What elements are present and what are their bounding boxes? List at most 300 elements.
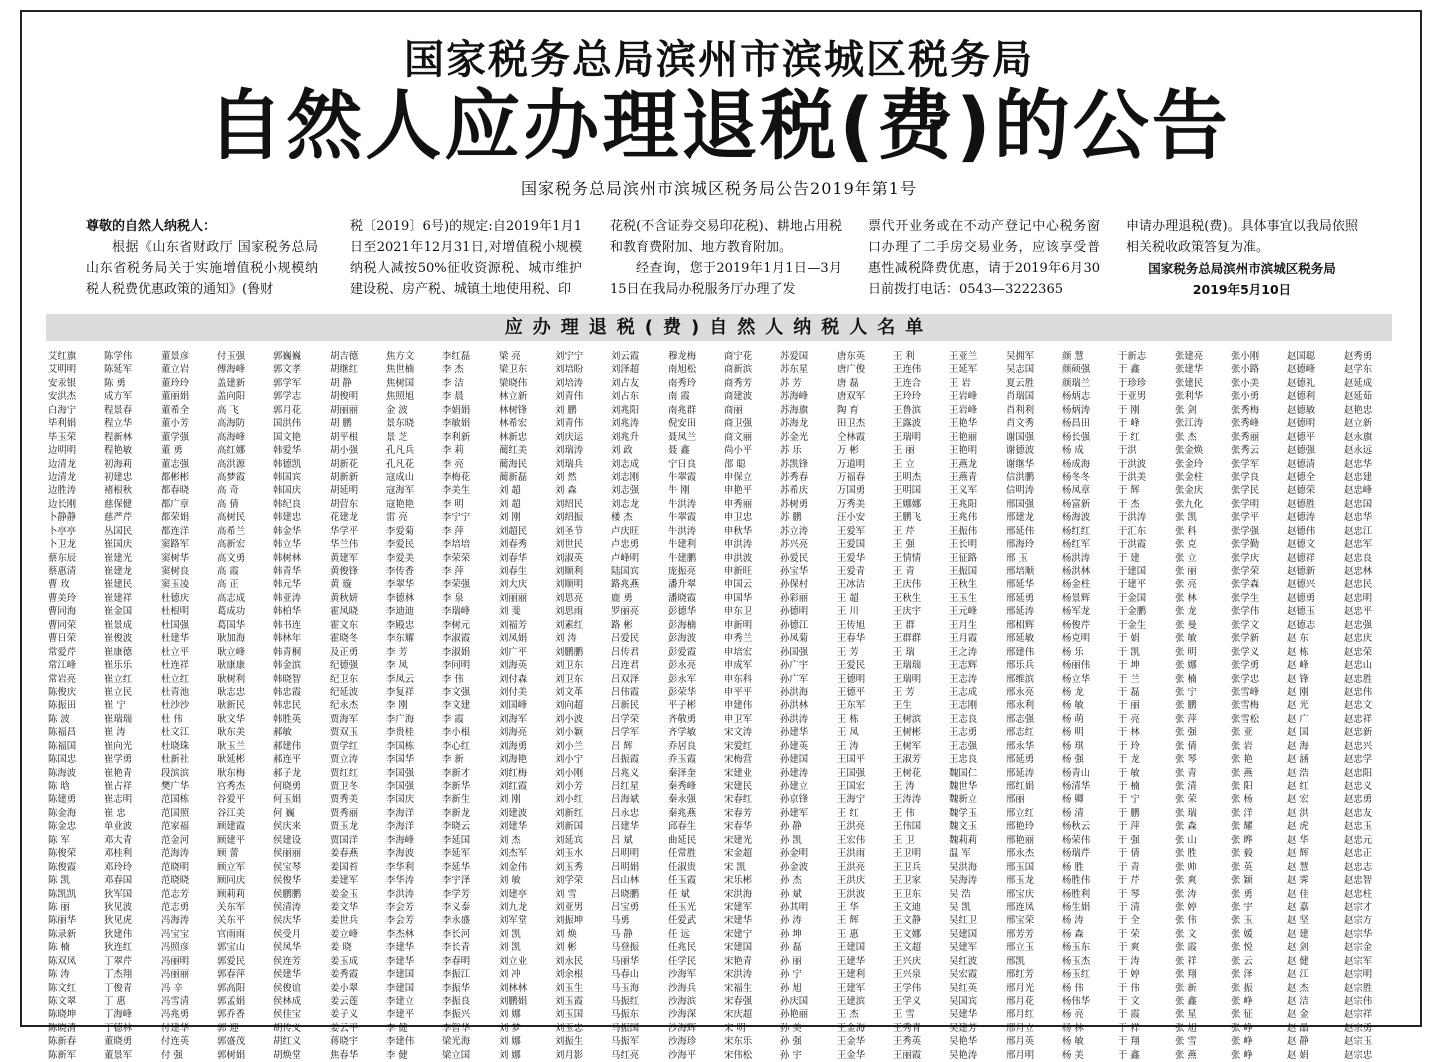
taxpayer-name: 秦秀峰	[668, 781, 697, 792]
taxpayer-name: 侯丽丽	[273, 848, 302, 860]
taxpayer-name: 王树花	[893, 767, 922, 779]
taxpayer-name: 陈凯凯	[48, 888, 77, 900]
taxpayer-name: 申洪涛	[724, 539, 753, 551]
name-column	[668, 350, 720, 1062]
taxpayer-name: 王 群	[893, 619, 915, 631]
taxpayer-name: 苏 乐	[780, 445, 802, 457]
taxpayer-name: 杜根明	[161, 606, 190, 618]
taxpayer-name: 张 婷	[1175, 901, 1197, 913]
taxpayer-name: 刘绍振	[555, 512, 584, 524]
taxpayer-name: 李 莉	[442, 445, 464, 457]
taxpayer-name: 王志涛	[949, 673, 978, 685]
taxpayer-name: 吴建华	[949, 1009, 978, 1021]
taxpayer-name: 赵忠建	[1344, 471, 1373, 483]
taxpayer-name: 张 宇	[1231, 901, 1253, 913]
taxpayer-name: 马春山	[611, 969, 640, 981]
taxpayer-name: 韩金滨	[273, 660, 302, 672]
taxpayer-name: 邢延勇	[1006, 592, 1035, 604]
taxpayer-name: 杨清华	[1062, 781, 1091, 792]
taxpayer-name: 杨俊芹	[1062, 619, 1091, 631]
taxpayer-name: 刘 娜	[499, 1009, 521, 1021]
taxpayer-name: 秦泽奎	[668, 767, 697, 779]
taxpayer-name: 李宁宁	[442, 512, 471, 524]
taxpayer-name: 沙海珍	[668, 1036, 697, 1048]
taxpayer-name: 任兆民	[668, 942, 697, 954]
intro-column-4	[868, 216, 1100, 300]
taxpayer-name: 王卫东	[893, 888, 922, 900]
taxpayer-name: 刘玉霞	[555, 996, 584, 1007]
taxpayer-name: 李国强	[386, 767, 415, 779]
taxpayer-name: 姜玉成	[330, 955, 359, 967]
taxpayer-name: 纪德强	[330, 660, 359, 672]
taxpayer-name: 王艳华	[949, 418, 978, 430]
taxpayer-name: 刘新红	[555, 807, 584, 819]
taxpayer-name: 李永盛	[442, 915, 471, 927]
taxpayer-name: 韩晓智	[273, 673, 302, 685]
taxpayer-name: 王文娜	[893, 928, 922, 940]
taxpayer-name: 赵 江	[1287, 969, 1309, 981]
taxpayer-name: 邢连凤	[1006, 901, 1035, 913]
taxpayer-name: 赵忠平	[1344, 606, 1373, 618]
taxpayer-name: 赵 浩	[1287, 767, 1309, 779]
taxpayer-name: 申秋华	[724, 525, 753, 537]
taxpayer-name: 王长明	[949, 539, 978, 551]
taxpayer-name: 张 鹏	[1175, 700, 1197, 712]
taxpayer-name: 刘 娜	[499, 1036, 521, 1048]
taxpayer-name: 万 彬	[837, 445, 859, 457]
taxpayer-name: 王丽霞	[893, 1049, 922, 1061]
taxpayer-name: 赵忠祥	[1344, 713, 1373, 725]
taxpayer-name: 孔凡花	[386, 458, 415, 470]
taxpayer-name: 高 倩	[217, 498, 239, 510]
taxpayer-name: 李 晨	[442, 391, 464, 403]
taxpayer-name: 李荣荣	[442, 552, 471, 564]
taxpayer-name: 张 毅	[1231, 848, 1253, 860]
taxpayer-name: 任爱武	[668, 915, 697, 927]
taxpayer-name: 张 岩	[1231, 740, 1253, 752]
taxpayer-name: 王伟国	[893, 821, 922, 833]
taxpayer-name: 赵 建	[1287, 928, 1309, 940]
taxpayer-name: 王群群	[893, 633, 922, 645]
taxpayer-name: 纪永杰	[330, 700, 359, 712]
taxpayer-name: 杜国强	[161, 619, 190, 631]
taxpayer-name: 刘小宁	[555, 754, 584, 766]
taxpayer-name: 申平平	[724, 686, 753, 698]
intro-column-3	[610, 216, 842, 300]
taxpayer-name: 于 祥	[1118, 1022, 1140, 1034]
taxpayer-name: 刘 雪	[555, 888, 577, 900]
taxpayer-name: 刘建亭	[499, 888, 528, 900]
taxpayer-name: 杨凤章	[1062, 485, 1091, 497]
taxpayer-name: 吴红英	[949, 982, 978, 994]
taxpayer-name: 于 兰	[1118, 673, 1140, 685]
taxpayer-name: 张秀峰	[1231, 418, 1260, 430]
taxpayer-name: 田卫杰	[837, 418, 866, 430]
taxpayer-name: 刘宁宁	[555, 351, 584, 362]
taxpayer-name: 王卫兵	[893, 861, 922, 873]
taxpayer-name: 李美生	[442, 485, 471, 497]
list-title-bar: 应办理退税(费)自然人纳税人名单	[46, 314, 1392, 341]
taxpayer-name: 韩胜英	[273, 713, 302, 725]
taxpayer-name: 李长河	[442, 928, 471, 940]
taxpayer-name: 姜春燕	[330, 848, 359, 860]
taxpayer-name: 孙庆国	[780, 996, 809, 1007]
taxpayer-name: 陈 军	[48, 834, 70, 846]
taxpayer-name: 李建立	[386, 996, 415, 1007]
taxpayer-name: 张 帅	[1175, 861, 1197, 873]
taxpayer-name: 韩纪良	[273, 498, 302, 510]
taxpayer-name: 刘 政	[611, 445, 633, 457]
taxpayer-name: 刘金伟	[499, 861, 528, 873]
taxpayer-name: 于 伟	[1118, 982, 1140, 994]
taxpayer-name: 赵宗勇	[1344, 1022, 1373, 1034]
taxpayer-name: 于 青	[1118, 861, 1140, 873]
taxpayer-name: 董晓勇	[104, 1036, 133, 1048]
name-column	[1006, 350, 1058, 1062]
taxpayer-name: 杨金柱	[1062, 579, 1091, 591]
taxpayer-name: 梁光海	[442, 1036, 471, 1048]
taxpayer-name: 马红亮	[611, 1049, 640, 1061]
taxpayer-name: 王连合	[893, 377, 922, 389]
taxpayer-name: 侯俊华	[273, 875, 302, 887]
taxpayer-name: 陈俊庆	[48, 686, 77, 698]
taxpayer-name: 于 芹	[1118, 875, 1140, 887]
taxpayer-name: 陈福国	[48, 740, 77, 752]
taxpayer-name: 刘占东	[611, 391, 640, 403]
taxpayer-name: 陈建勇	[48, 794, 77, 806]
taxpayer-name: 胡 静	[330, 377, 352, 389]
taxpayer-name: 焦树国	[386, 377, 415, 389]
taxpayer-name: 韩建忠	[273, 512, 302, 524]
taxpayer-name: 张雪松	[1231, 713, 1260, 725]
taxpayer-name: 于建国	[1118, 566, 1147, 577]
taxpayer-name: 邢艳丽	[1006, 834, 1035, 846]
taxpayer-name: 刘国峰	[499, 700, 528, 712]
taxpayer-name: 于 鑫	[1118, 1049, 1140, 1061]
taxpayer-name: 张 阳	[1231, 781, 1253, 792]
intro-column-5	[1126, 216, 1358, 300]
taxpayer-name: 关东平	[217, 915, 246, 927]
taxpayer-name: 赵 海	[1287, 740, 1309, 752]
taxpayer-name: 董玲玲	[161, 377, 190, 389]
taxpayer-name: 吕宝勇	[611, 901, 640, 913]
taxpayer-name: 刘小刚	[555, 767, 584, 779]
taxpayer-name: 马振军	[611, 1036, 640, 1048]
taxpayer-name: 雷 亮	[386, 512, 408, 524]
taxpayer-name: 刘玉生	[555, 982, 584, 994]
taxpayer-name: 何 巍	[273, 807, 295, 819]
taxpayer-name: 刘海勇	[499, 740, 528, 752]
taxpayer-name: 李国强	[386, 781, 415, 792]
taxpayer-name: 李洪涛	[386, 888, 415, 900]
taxpayer-name: 张 涛	[1175, 888, 1197, 900]
taxpayer-name: 于 琴	[1118, 888, 1140, 900]
taxpayer-name: 彭海波	[668, 633, 697, 645]
taxpayer-name: 刘建华	[499, 821, 528, 833]
taxpayer-name: 侯受月	[273, 928, 302, 940]
taxpayer-name: 苏 芳	[780, 377, 802, 389]
taxpayer-name: 崔立红	[104, 673, 133, 685]
taxpayer-name: 唐广俊	[837, 364, 866, 376]
taxpayer-name: 王卫明	[893, 848, 922, 860]
taxpayer-name: 张雪峰	[1231, 686, 1260, 698]
taxpayer-name: 于 萍	[1118, 821, 1140, 833]
taxpayer-name: 黄建军	[330, 552, 359, 564]
taxpayer-name: 崔国庆	[104, 539, 133, 551]
taxpayer-name: 申秀丽	[724, 498, 753, 510]
taxpayer-name: 宋建军	[724, 901, 753, 913]
taxpayer-name: 于 玲	[1118, 740, 1140, 752]
taxpayer-name: 高新宏	[217, 539, 246, 551]
taxpayer-name: 张小勇	[1231, 391, 1260, 403]
taxpayer-name: 张金庆	[1175, 485, 1204, 497]
taxpayer-name: 寇海军	[386, 485, 415, 497]
taxpayer-name: 赵忠兴	[1344, 740, 1373, 752]
taxpayer-name: 刘 刚	[499, 794, 521, 806]
taxpayer-name: 王文超	[893, 942, 922, 954]
taxpayer-name: 于洪	[1118, 445, 1137, 457]
taxpayer-name: 吴洪海	[949, 861, 978, 873]
taxpayer-name: 赵德清	[1287, 458, 1316, 470]
taxpayer-name: 杨 森	[1062, 928, 1084, 940]
taxpayer-name: 李智华	[442, 1022, 471, 1034]
taxpayer-name: 胡平根	[330, 431, 359, 443]
taxpayer-name: 鹿 勇	[611, 592, 633, 604]
taxpayer-name: 赵忠志	[1344, 861, 1373, 873]
taxpayer-name: 刘 彬	[555, 942, 577, 954]
taxpayer-name: 贾学红	[330, 740, 359, 752]
taxpayer-name: 赵 洁	[1287, 996, 1309, 1007]
taxpayer-name: 李娟娟	[442, 404, 471, 416]
taxpayer-name: 高 霞	[217, 566, 239, 577]
taxpayer-name: 赵 辉	[1287, 848, 1309, 860]
taxpayer-name: 卢峰明	[611, 552, 640, 564]
taxpayer-name: 侯庆华	[273, 915, 302, 927]
taxpayer-name: 刘海军	[499, 713, 528, 725]
taxpayer-name: 张金玲	[1175, 458, 1204, 470]
taxpayer-name: 刘 焕	[555, 928, 577, 940]
taxpayer-name: 吕伟霞	[611, 686, 640, 698]
taxpayer-name: 王 芹	[893, 525, 915, 537]
taxpayer-name: 王露波	[893, 418, 922, 430]
taxpayer-name: 宋建民	[724, 781, 753, 792]
taxpayer-name: 邱春生	[668, 821, 697, 833]
taxpayer-name: 刘卫东	[555, 660, 584, 672]
taxpayer-name: 张 宁	[1175, 686, 1197, 698]
intro-column-2	[350, 216, 582, 300]
taxpayer-name: 吕振霞	[611, 754, 640, 766]
taxpayer-name: 孙建国	[780, 754, 809, 766]
taxpayer-name: 高志成	[217, 592, 246, 604]
taxpayer-name: 路兆燕	[611, 579, 640, 591]
taxpayer-name: 孙爱民	[780, 552, 809, 564]
taxpayer-name: 于 亮	[1118, 713, 1140, 725]
taxpayer-name: 卢庆旺	[611, 525, 640, 537]
taxpayer-name: 李文建	[442, 700, 471, 712]
taxpayer-name: 张 翔	[1175, 969, 1197, 981]
taxpayer-name: 夏云胜	[1006, 377, 1035, 389]
taxpayer-name: 申卫军	[724, 713, 753, 725]
taxpayer-name: 刘瑞兵	[555, 458, 584, 470]
taxpayer-name: 邢月光	[1006, 982, 1035, 994]
taxpayer-name: 李建平	[386, 1009, 415, 1021]
taxpayer-name: 赵延成	[1344, 377, 1373, 389]
taxpayer-name: 杨胜伟	[1062, 875, 1091, 887]
taxpayer-name: 宋梅营	[724, 754, 753, 766]
taxpayer-name: 邢月立	[1006, 1022, 1035, 1034]
taxpayer-name: 邢月花	[1006, 996, 1035, 1007]
taxpayer-name: 耿延彬	[217, 754, 246, 766]
taxpayer-name: 南旭松	[668, 364, 697, 376]
taxpayer-name: 汪小安	[837, 512, 866, 524]
taxpayer-name: 张 旭	[1175, 1022, 1197, 1034]
taxpayer-name: 胡丽丽	[330, 404, 359, 416]
taxpayer-name: 张 星	[1175, 1009, 1197, 1021]
taxpayer-name: 梁 亮	[499, 351, 521, 362]
taxpayer-name: 韩树林	[273, 552, 302, 564]
taxpayer-name: 陈延军	[104, 364, 133, 376]
taxpayer-name: 宋福生	[724, 982, 753, 994]
taxpayer-name: 侯清涛	[273, 901, 302, 913]
taxpayer-name: 王洪亮	[837, 861, 866, 873]
taxpayer-name: 霍晓冬	[330, 633, 359, 645]
taxpayer-name: 姜建军	[330, 875, 359, 887]
taxpayer-name: 任 远	[668, 928, 690, 940]
taxpayer-name: 赵 光	[1287, 700, 1309, 712]
taxpayer-name: 孙 丽	[780, 955, 802, 967]
taxpayer-name: 陈金忠	[48, 821, 77, 833]
taxpayer-name: 赵 洪	[1287, 807, 1309, 819]
taxpayer-name: 刘 梦	[499, 1022, 521, 1034]
taxpayer-name: 于珍珍	[1118, 377, 1147, 389]
taxpayer-name: 韩爱华	[273, 445, 302, 457]
taxpayer-name: 张 娜	[1175, 660, 1197, 672]
taxpayer-name: 崔建祥	[104, 592, 133, 604]
taxpayer-name: 赵德祥	[1287, 552, 1316, 564]
taxpayer-name: 邢建伟	[1006, 646, 1035, 658]
taxpayer-name: 董景军	[104, 1049, 133, 1061]
taxpayer-name: 商建波	[724, 391, 753, 403]
taxpayer-name: 张 峥	[1231, 1036, 1253, 1048]
taxpayer-name: 王树彬	[893, 727, 922, 739]
taxpayer-name: 邢丽	[1006, 794, 1025, 806]
taxpayer-name: 李 杰	[442, 364, 464, 376]
taxpayer-name: 王洪庆	[837, 875, 866, 887]
taxpayer-name: 王建军	[837, 982, 866, 994]
taxpayer-name: 任淑贵	[668, 861, 697, 873]
taxpayer-name: 王 立	[893, 458, 915, 470]
taxpayer-name: 苏立涛	[780, 525, 809, 537]
taxpayer-name: 王娜娜	[893, 498, 922, 510]
taxpayer-name: 王爱青	[837, 566, 866, 577]
taxpayer-name: 张学明	[1231, 498, 1260, 510]
taxpayer-name: 李复祥	[386, 686, 415, 698]
taxpayer-name: 李延军	[442, 848, 471, 860]
taxpayer-name: 刘青伟	[555, 418, 584, 430]
taxpayer-name: 刘余根	[555, 969, 584, 981]
taxpayer-name: 孙 杰	[780, 875, 802, 887]
taxpayer-name: 张学勤	[1231, 539, 1260, 551]
taxpayer-name: 赵德利	[1287, 391, 1316, 403]
taxpayer-name: 都广章	[161, 498, 190, 510]
taxpayer-name: 南秀玲	[668, 377, 697, 389]
taxpayer-name: 边清龙	[48, 458, 77, 470]
taxpayer-name: 花建龙	[330, 512, 359, 524]
taxpayer-name: 王振伟	[949, 525, 978, 537]
taxpayer-name: 李振兴	[442, 1009, 471, 1021]
taxpayer-name: 杨丽伟	[1062, 660, 1091, 672]
taxpayer-name: 刘春生	[499, 566, 528, 577]
taxpayer-name: 傅海峰	[217, 364, 246, 376]
taxpayer-name: 李同明	[442, 660, 471, 672]
taxpayer-name: 程立华	[104, 418, 133, 430]
taxpayer-name: 冯雪清	[161, 996, 190, 1007]
taxpayer-name: 刘瑞涛	[555, 445, 584, 457]
taxpayer-name: 冯 辛	[161, 982, 183, 994]
taxpayer-name: 崔景成	[104, 619, 133, 631]
taxpayer-name: 董立岩	[161, 364, 190, 376]
taxpayer-name: 宋春芳	[724, 807, 753, 819]
taxpayer-name: 曹同海	[48, 606, 77, 618]
taxpayer-name: 李国庆	[386, 794, 415, 806]
taxpayer-name: 慈严芹	[104, 512, 133, 524]
taxpayer-name: 蔺海民	[499, 458, 528, 470]
taxpayer-name: 范志勇	[161, 901, 190, 913]
taxpayer-name: 胡红义	[273, 1036, 302, 1048]
taxpayer-name: 张 荣	[1175, 794, 1197, 806]
taxpayer-name: 张 立	[1175, 552, 1197, 564]
taxpayer-name: 李 健	[386, 1049, 408, 1061]
taxpayer-name: 王德平	[837, 686, 866, 698]
taxpayer-name: 张雪梅	[1231, 700, 1260, 712]
taxpayer-name: 邢玉龙	[1006, 875, 1035, 887]
taxpayer-name: 姜子义	[330, 1009, 359, 1021]
taxpayer-name: 张 亮	[1175, 579, 1197, 591]
taxpayer-name: 信洪鹏	[1006, 471, 1035, 483]
taxpayer-name: 杜建华	[161, 633, 190, 645]
taxpayer-name: 刘 斐	[499, 606, 521, 618]
taxpayer-name: 刘红霞	[499, 781, 528, 792]
taxpayer-name: 赵忠林	[1344, 566, 1373, 577]
taxpayer-name: 贾红红	[330, 767, 359, 779]
name-column	[837, 350, 889, 1062]
taxpayer-name: 万秀美	[837, 498, 866, 510]
taxpayer-name: 杨 卿	[1062, 794, 1084, 806]
taxpayer-name: 张 森	[1175, 821, 1197, 833]
taxpayer-name: 赵立新	[1344, 418, 1373, 430]
taxpayer-name: 常江峰	[48, 660, 77, 672]
taxpayer-name: 王 超	[837, 592, 859, 604]
taxpayer-name: 郝敏	[273, 727, 292, 739]
taxpayer-name: 王亚兰	[949, 351, 978, 362]
taxpayer-name: 姜世兵	[330, 915, 359, 927]
taxpayer-name: 邢凯	[1006, 955, 1025, 967]
taxpayer-name: 杨长强	[1062, 431, 1091, 443]
taxpayer-name: 商卫强	[724, 418, 753, 430]
name-column	[780, 350, 832, 1062]
taxpayer-name: 温 军	[949, 848, 971, 860]
taxpayer-name: 李新华	[442, 781, 471, 792]
taxpayer-name: 李红磊	[442, 351, 471, 362]
taxpayer-name: 杜青池	[161, 686, 190, 698]
taxpayer-name: 程景春	[104, 404, 133, 416]
taxpayer-name: 韩国庆	[273, 485, 302, 497]
taxpayer-name: 刘庆运	[555, 431, 584, 443]
taxpayer-name: 彭荣华	[668, 686, 697, 698]
taxpayer-name: 刘志成	[611, 458, 640, 470]
taxpayer-name: 贾秀美	[330, 794, 359, 806]
taxpayer-name: 葛成功	[217, 606, 246, 618]
